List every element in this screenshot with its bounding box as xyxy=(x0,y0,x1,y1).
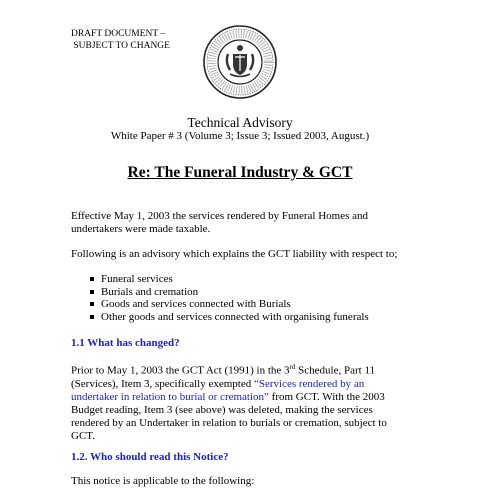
intro-paragraph: Effective May 1, 2003 the services rendered by Funeral Homes and undertakers were made taxable. xyxy=(71,210,369,235)
section1-text-b: Schedule, Part 11 (Services), Item 3, specifically exempted xyxy=(71,364,376,390)
list-item: Funeral services xyxy=(90,273,369,286)
ordinal-suffix: rd xyxy=(289,363,296,371)
section2-paragraph: This notice is applicable to the following: xyxy=(71,475,255,487)
draft-notice xyxy=(71,28,170,52)
list-item: Goods and services connected with Burials xyxy=(90,298,369,311)
exemption-quote: “Services rendered by an undertaker in relation to burial or cremation” xyxy=(71,377,365,403)
draft-notice-line-1: DRAFT DOCUMENT – xyxy=(71,29,166,39)
topic-list xyxy=(90,273,369,324)
section1-text-c: from GCT. With the 2003 Budget reading, Item 3 (see above) was deleted, making the services rendered by an Undertaker in relation to burials or cremation, subject to GCT. xyxy=(71,390,387,442)
draft-notice-line-2: SUBJECT TO CHANGE xyxy=(71,41,170,51)
subject-line: Re: The Funeral Industry & GCT xyxy=(127,164,353,181)
list-item: Other goods and services connected with organising funerals xyxy=(90,311,369,324)
advisory-subtitle: White Paper # 3 (Volume 3; Issue 3; Issued 2003, August.) xyxy=(110,130,370,142)
coat-of-arms-seal-icon xyxy=(202,24,278,100)
list-item: Burials and cremation xyxy=(90,286,369,299)
section-heading-who-should-read: 1.2. Who should read this Notice? xyxy=(71,451,229,463)
section1-text-a: Prior to May 1, 2003 the GCT Act (1991) in the 3 xyxy=(71,364,290,377)
advisory-lead-paragraph: Following is an advisory which explains the GCT liability with respect to; xyxy=(71,248,398,260)
section-heading-what-changed: 1.1 What has changed? xyxy=(71,337,180,349)
advisory-title: Technical Advisory xyxy=(187,115,293,130)
section1-paragraph xyxy=(71,361,406,443)
